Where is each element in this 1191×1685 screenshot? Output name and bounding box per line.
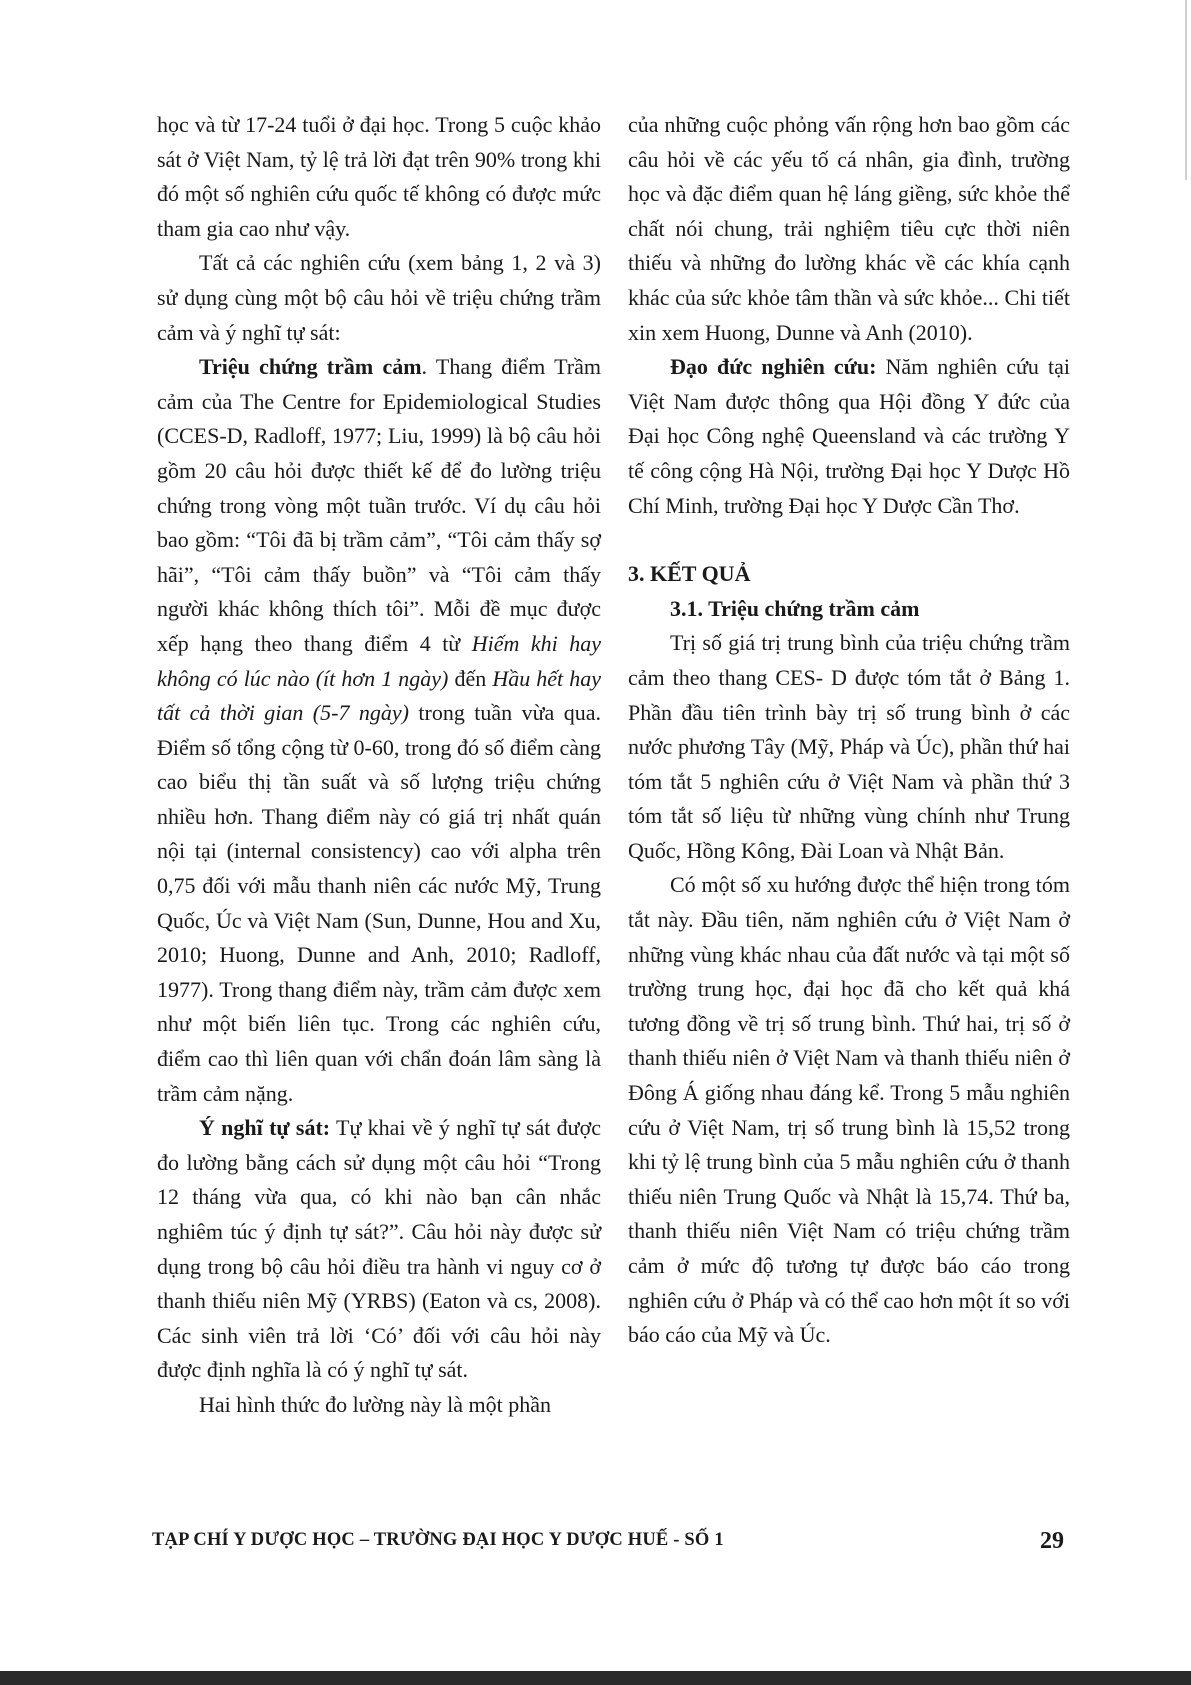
text-depression-a: . Thang điểm Trầm cảm của The Centre for Epidemiological Studies (CCES-D, Radloff, 1977; Liu, 1999) là bộ câu hỏi gồm 20 câu hỏi được thiết kế để đo lường triệu chứng trong vòng một tuần trước. Ví dụ câu hỏi bao gồm: “Tôi đã bị trầm cảm”, “Tôi cảm thấy sợ hãi”, “Tôi cảm thấy buồn” và “Tôi cảm thấy người khác không thích tôi”. Mỗi đề mục được xếp hạng theo thang điểm 4 từ	[157, 354, 601, 656]
page-number: 29	[1040, 1528, 1064, 1554]
text-suicidal-ideation: Tự khai về ý nghĩ tự sát được đo lường bằng cách sử dụng một câu hỏi “Trong 12 tháng vừa qua, có khi nào bạn cân nhắc nghiêm túc ý định tự sát?”. Câu hỏi này được sử dụng trong bộ câu hỏi điều tra hành vi nguy cơ ở thanh thiếu niên Mỹ (YRBS) (Eaton và cs, 2008). Các sinh viên trả lời ‘Có’ đối với câu hỏi này được định nghĩa là có ý nghĩ tự sát.	[157, 1115, 601, 1383]
section-heading-results: 3. KẾT QUẢ	[628, 561, 751, 587]
paragraph-response-rate: học và từ 17-24 tuổi ở đại học. Trong 5 cuộc khảo sát ở Việt Nam, tỷ lệ trả lời đạt trên 90% trong khi đó một số nghiên cứu quốc tế không có được mức tham gia cao như vậy.	[157, 112, 601, 241]
paragraph-suicidal-ideation	[157, 1111, 601, 1388]
scan-bottom-edge	[0, 1671, 1191, 1685]
scan-edge-mark	[1185, 0, 1187, 180]
lead-suicidal-ideation: Ý nghĩ tự sát:	[199, 1115, 331, 1141]
subsection-heading-depression: 3.1. Triệu chứng trầm cảm	[670, 595, 920, 621]
scale-high-anchor: Hầu hết hay tất cả thời gian (5-7 ngày)	[157, 665, 602, 726]
right-column	[628, 108, 1070, 1353]
paragraph-ethics	[628, 350, 1070, 523]
lead-depression-symptoms: Triệu chứng trầm cảm	[199, 354, 422, 380]
lead-ethics: Đạo đức nghiên cứu:	[670, 354, 877, 380]
paragraph-interviews: của những cuộc phỏng vấn rộng hơn bao gồm các câu hỏi về các yếu tố cá nhân, gia đình, trường học và đặc điểm quan hệ láng giềng, sức khỏe thể chất nói chung, trải nghiệm tiêu cực thời niên thiếu và những đo lường khác về các khía cạnh khác của sức khỏe tâm thần và sức khỏe... Chi tiết xin xem Huong, Dunne và Anh (2010).	[628, 112, 1070, 345]
paragraph-measures-part: Hai hình thức đo lường này là một phần	[199, 1391, 551, 1417]
paragraph-mean-values: Trị số giá trị trung bình của triệu chứng trầm cảm theo thang CES- D được tóm tắt ở Bảng 1. Phần đầu tiên trình bày trị số trung bình ở các nước phương Tây (Mỹ, Pháp và Úc), phần thứ hai tóm tắt 5 nghiên cứu ở Việt Nam và phần thứ 3 tóm tắt số liệu từ những vùng chính như Trung Quốc, Hồng Kông, Đài Loan và Nhật Bản.	[628, 630, 1070, 863]
scale-low-anchor: Hiếm khi hay không có lúc nào (ít hơn 1 ngày)	[157, 630, 602, 691]
text-depression-b: đến	[448, 665, 493, 691]
paragraph-depression-symptoms	[157, 350, 601, 1111]
journal-footer: TẠP CHÍ Y DƯỢC HỌC – TRƯỜNG ĐẠI HỌC Y DƯỢC HUẾ - SỐ 1	[152, 1530, 724, 1550]
left-column	[157, 108, 601, 1423]
text-depression-c: trong tuần vừa qua. Điểm số tổng cộng từ 0-60, trong đó số điểm càng cao biểu thị tần suất và số lượng triệu chứng nhiều hơn. Thang điểm này có giá trị nhất quán nội tại (internal consistency) cao với alpha trên 0,75 đối với mẫu thanh niên các nước Mỹ, Trung Quốc, Úc và Việt Nam (Sun, Dunne, Hou and Xu, 2010; Huong, Dunne and Anh, 2010; Radloff, 1977). Trong thang điểm này, trầm cảm được xem như một biến liên tục. Trong các nghiên cứu, điểm cao thì liên quan với chẩn đoán lâm sàng là trầm cảm nặng.	[157, 700, 601, 1106]
paragraph-instruments: Tất cả các nghiên cứu (xem bảng 1, 2 và 3) sử dụng cùng một bộ câu hỏi về triệu chứng trầm cảm và ý nghĩ tự sát:	[157, 250, 601, 345]
paragraph-trends: Có một số xu hướng được thể hiện trong tóm tắt này. Đầu tiên, năm nghiên cứu ở Việt Nam ở những vùng khác nhau của đất nước và tại một số trường trung học, đại học đã cho kết quả khá tương đồng về trị số trung bình. Thứ hai, trị số ở thanh thiếu niên ở Việt Nam và thanh thiếu niên ở Đông Á giống nhau đáng kể. Trong 5 mẫu nghiên cứu ở Việt Nam, trị số trung bình là 15,52 trong khi tỷ lệ trung bình của 5 mẫu nghiên cứu ở thanh thiếu niên Trung Quốc và Nhật là 15,74. Thứ ba, thanh thiếu niên Việt Nam có triệu chứng trầm cảm ở mức độ tương tự được báo cáo trong nghiên cứu ở Pháp và có thể cao hơn một ít so với báo cáo của Mỹ và Úc.	[628, 872, 1070, 1348]
text-ethics: Năm nghiên cứu tại Việt Nam được thông qua Hội đồng Y đức của Đại học Công nghệ Queensland và các trường Y tế công cộng Hà Nội, trường Đại học Y Dược Hồ Chí Minh, trường Đại học Y Dược Cần Thơ.	[628, 354, 1070, 518]
